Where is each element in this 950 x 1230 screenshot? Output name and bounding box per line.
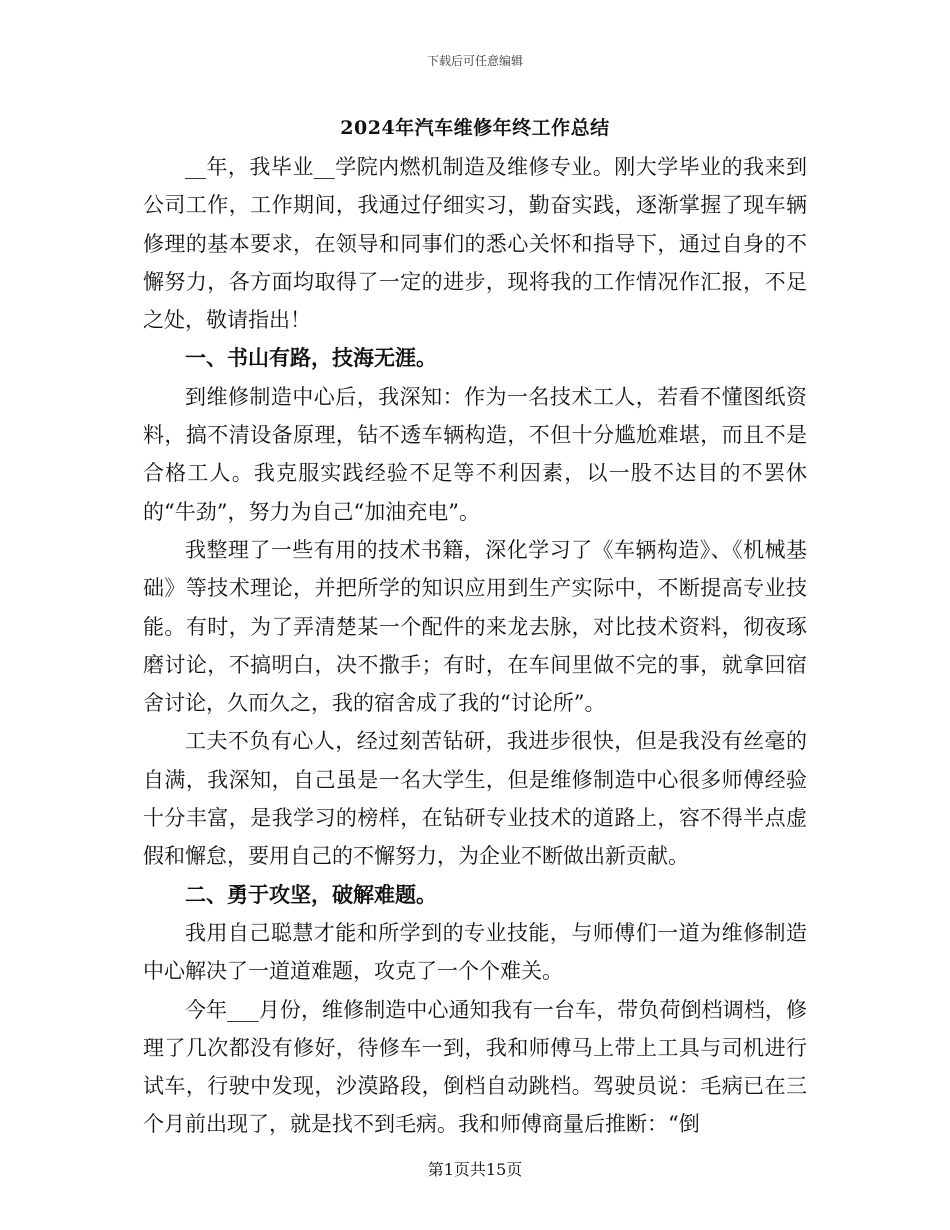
document-title: 2024年汽车维修年终工作总结 xyxy=(340,117,610,139)
paragraph-section1-2: 我整理了一些有用的技术书籍，深化学习了《车辆构造》、《机械基础》等技术理论，并把所学的知识应用到生产实际中，不断提高专业技能。有时，为了弄清楚某一个配件的来龙去脉，对比技术资料，彻夜琢磨讨论，不搞明白，决不撒手；有时，在车间里做不完的事，就拿回宿舍讨论，久而久之，我的宿舍成了我的“讨论所”。 xyxy=(143,537,807,716)
paragraph-section2-2: 今年___月份，维修制造中心通知我有一台车，带负荷倒档调档，修理了几次都没有修好，待修车一到，我和师傅马上带上工具与司机进行试车，行驶中发现，沙漠路段，倒档自动跳档。驾驶员说：毛病已在三个月前出现了，就是找不到毛病。我和师傅商量后推断：“倒 xyxy=(143,997,807,1137)
paragraph-section2-1: 我用自己聪慧才能和所学到的专业技能，与师傅们一道为维修制造中心解决了一道道难题，攻克了一个个难关。 xyxy=(143,920,807,984)
paragraph-section1-3: 工夫不负有心人，经过刻苦钻研，我进步很快，但是我没有丝毫的自满，我深知，自己虽是一名大学生，但是维修制造中心很多师傅经验十分丰富，是我学习的榜样，在钻研专业技术的道路上，容不得半点虚假和懈怠，要用自己的不懈努力，为企业不断做出新贡献。 xyxy=(143,729,807,869)
header-note: 下载后可任意编辑 xyxy=(426,54,523,68)
paragraph-section1-1: 到维修制造中心后，我深知：作为一名技术工人，若看不懂图纸资料，搞不清设备原理，钻不透车辆构造，不但十分尴尬难堪，而且不是合格工人。我克服实践经验不足等不利因素，以一股不达目的不罢休的“牛劲”，努力为自己“加油充电”。 xyxy=(143,384,807,524)
section-heading-1: 一、书山有路，技海无涯。 xyxy=(185,345,437,371)
document-body xyxy=(143,148,807,1144)
page-footer: 第1页共15页 xyxy=(427,1160,523,1179)
paragraph-intro: __年，我毕业__学院内燃机制造及维修专业。刚大学毕业的我来到公司工作，工作期间，我通过仔细实习，勤奋实践，逐渐掌握了现车辆修理的基本要求，在领导和同事们的悉心关怀和指导下，通过自身的不懈努力，各方面均取得了一定的进步，现将我的工作情况作汇报，不足之处，敬请指出！ xyxy=(143,155,807,333)
section-heading-2: 二、勇于攻坚，破解难题。 xyxy=(185,881,437,907)
